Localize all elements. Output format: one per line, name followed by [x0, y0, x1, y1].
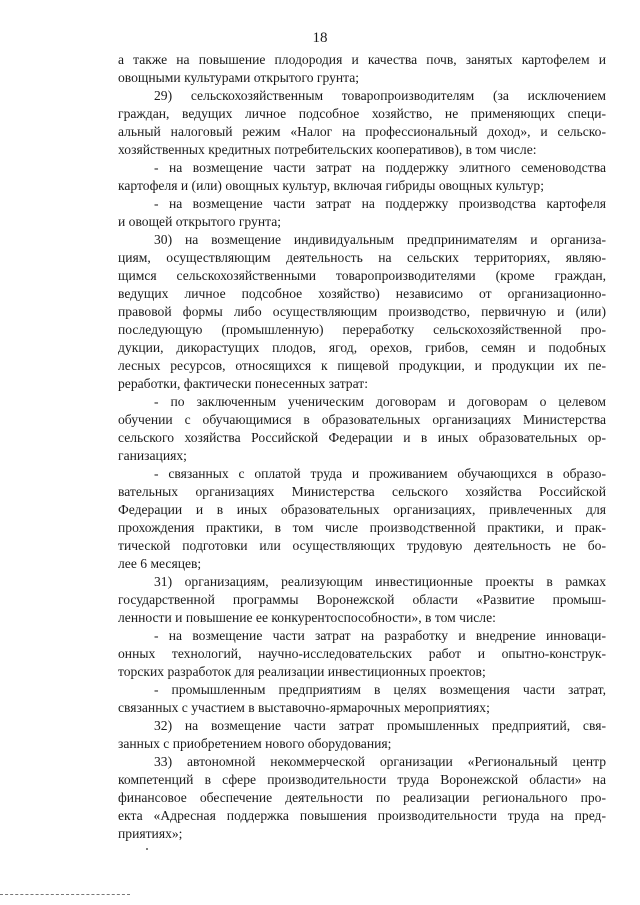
text-line: обучении с обучающимися в образовательных организациях Министерства	[118, 412, 606, 427]
page-number: 18	[312, 30, 328, 46]
text-line: - на возмещение части затрат на разработку и внедрение инноваци-	[154, 628, 606, 643]
text-line: 29) сельскохозяйственным товаропроизводителям (за исключением	[154, 88, 606, 103]
text-line: лее 6 месяцев;	[118, 556, 202, 571]
text-line: ганизациях;	[118, 448, 187, 463]
text-line: последующую (промышленную) переработку сельскохозяйственной про-	[118, 322, 606, 337]
text-line: Федерации и в иных образовательных организациях, привлеченных для	[118, 502, 606, 517]
scan-dot	[146, 848, 148, 850]
text-line: граждан, ведущих личное подсобное хозяйство, не применяющих специ-	[118, 106, 606, 121]
text-line: тической подготовки или осуществляющих трудовую деятельность не бо-	[118, 538, 606, 553]
text-line: 33) автономной некоммерческой организации «Региональный центр	[154, 754, 606, 769]
text-line: приятиях»;	[118, 826, 183, 841]
text-line: екта «Адресная поддержка повышения производительности труда на пред-	[118, 808, 606, 823]
text-line: ленности и повышение ее конкурентоспособности», в том числе:	[118, 610, 496, 625]
text-line: альный налоговый режим «Налог на профессиональный доход», и сельско-	[118, 124, 606, 139]
text-line: компетенций в сфере производительности труда Воронежской области» на	[118, 772, 606, 787]
text-line: финансовое обеспечение деятельности по реализации регионального про-	[118, 790, 606, 805]
text-line: 32) на возмещение части затрат промышленных предприятий, свя-	[154, 718, 606, 733]
text-line: 30) на возмещение индивидуальным предпринимателям и организа-	[154, 232, 606, 247]
text-line: - связанных с оплатой труда и проживанием обучающихся в образо-	[154, 466, 606, 481]
text-line: онных технологий, научно-исследовательских работ и опытно-конструк-	[118, 646, 606, 661]
text-line: вательных организациях Министерства сельского хозяйства Российской	[118, 484, 606, 499]
text-line: сельского хозяйства Российской Федерации и в иных образовательных ор-	[118, 430, 606, 445]
text-line: государственной программы Воронежской области «Развитие промыш-	[118, 592, 606, 607]
text-line: хозяйственных кредитных потребительских кооперативов), в том числе:	[118, 142, 537, 157]
text-line: - по заключенным ученическим договорам и договорам о целевом	[154, 394, 606, 409]
text-line: реработки, фактически понесенных затрат:	[118, 376, 368, 391]
footnote-rule	[0, 894, 130, 895]
text-line: дукции, дикорастущих плодов, ягод, орехов, грибов, семян и подобных	[118, 340, 606, 355]
text-line: прохождения практики, в том числе производственной практики, и прак-	[118, 520, 606, 535]
text-line: - промышленным предприятиям в целях возмещения части затрат,	[154, 682, 606, 697]
text-line: ведущих личное подсобное хозяйство) независимо от организационно-	[118, 286, 606, 301]
text-line: 31) организациям, реализующим инвестиционные проекты в рамках	[154, 574, 606, 589]
text-line: а также на повышение плодородия и качества почв, занятых картофелем и	[118, 52, 606, 67]
text-line: связанных с участием в выставочно-ярмарочных мероприятиях;	[118, 700, 490, 715]
text-line: правовой формы либо осуществляющим производство, первичную и (или)	[118, 304, 606, 319]
text-line: занных с приобретением нового оборудования;	[118, 736, 392, 751]
text-line: циям, осуществляющим деятельность на сельских территориях, являю-	[118, 250, 606, 265]
text-line: лесных ресурсов, относящихся к пищевой продукции, и продукции их пе-	[118, 358, 606, 373]
text-line: торских разработок для реализации инвестиционных проектов;	[118, 664, 486, 679]
text-line: щимся сельскохозяйственными товаропроизводителями (кроме граждан,	[118, 268, 606, 283]
text-line: - на возмещение части затрат на поддержку производства картофеля	[154, 196, 606, 211]
text-line: картофеля и (или) овощных культур, включая гибриды овощных культур;	[118, 178, 545, 193]
document-body	[118, 51, 606, 843]
text-line: овощными культурами открытого грунта;	[118, 70, 360, 85]
text-line: - на возмещение части затрат на поддержку элитного семеноводства	[154, 160, 606, 175]
text-line: и овощей открытого грунта;	[118, 214, 282, 229]
